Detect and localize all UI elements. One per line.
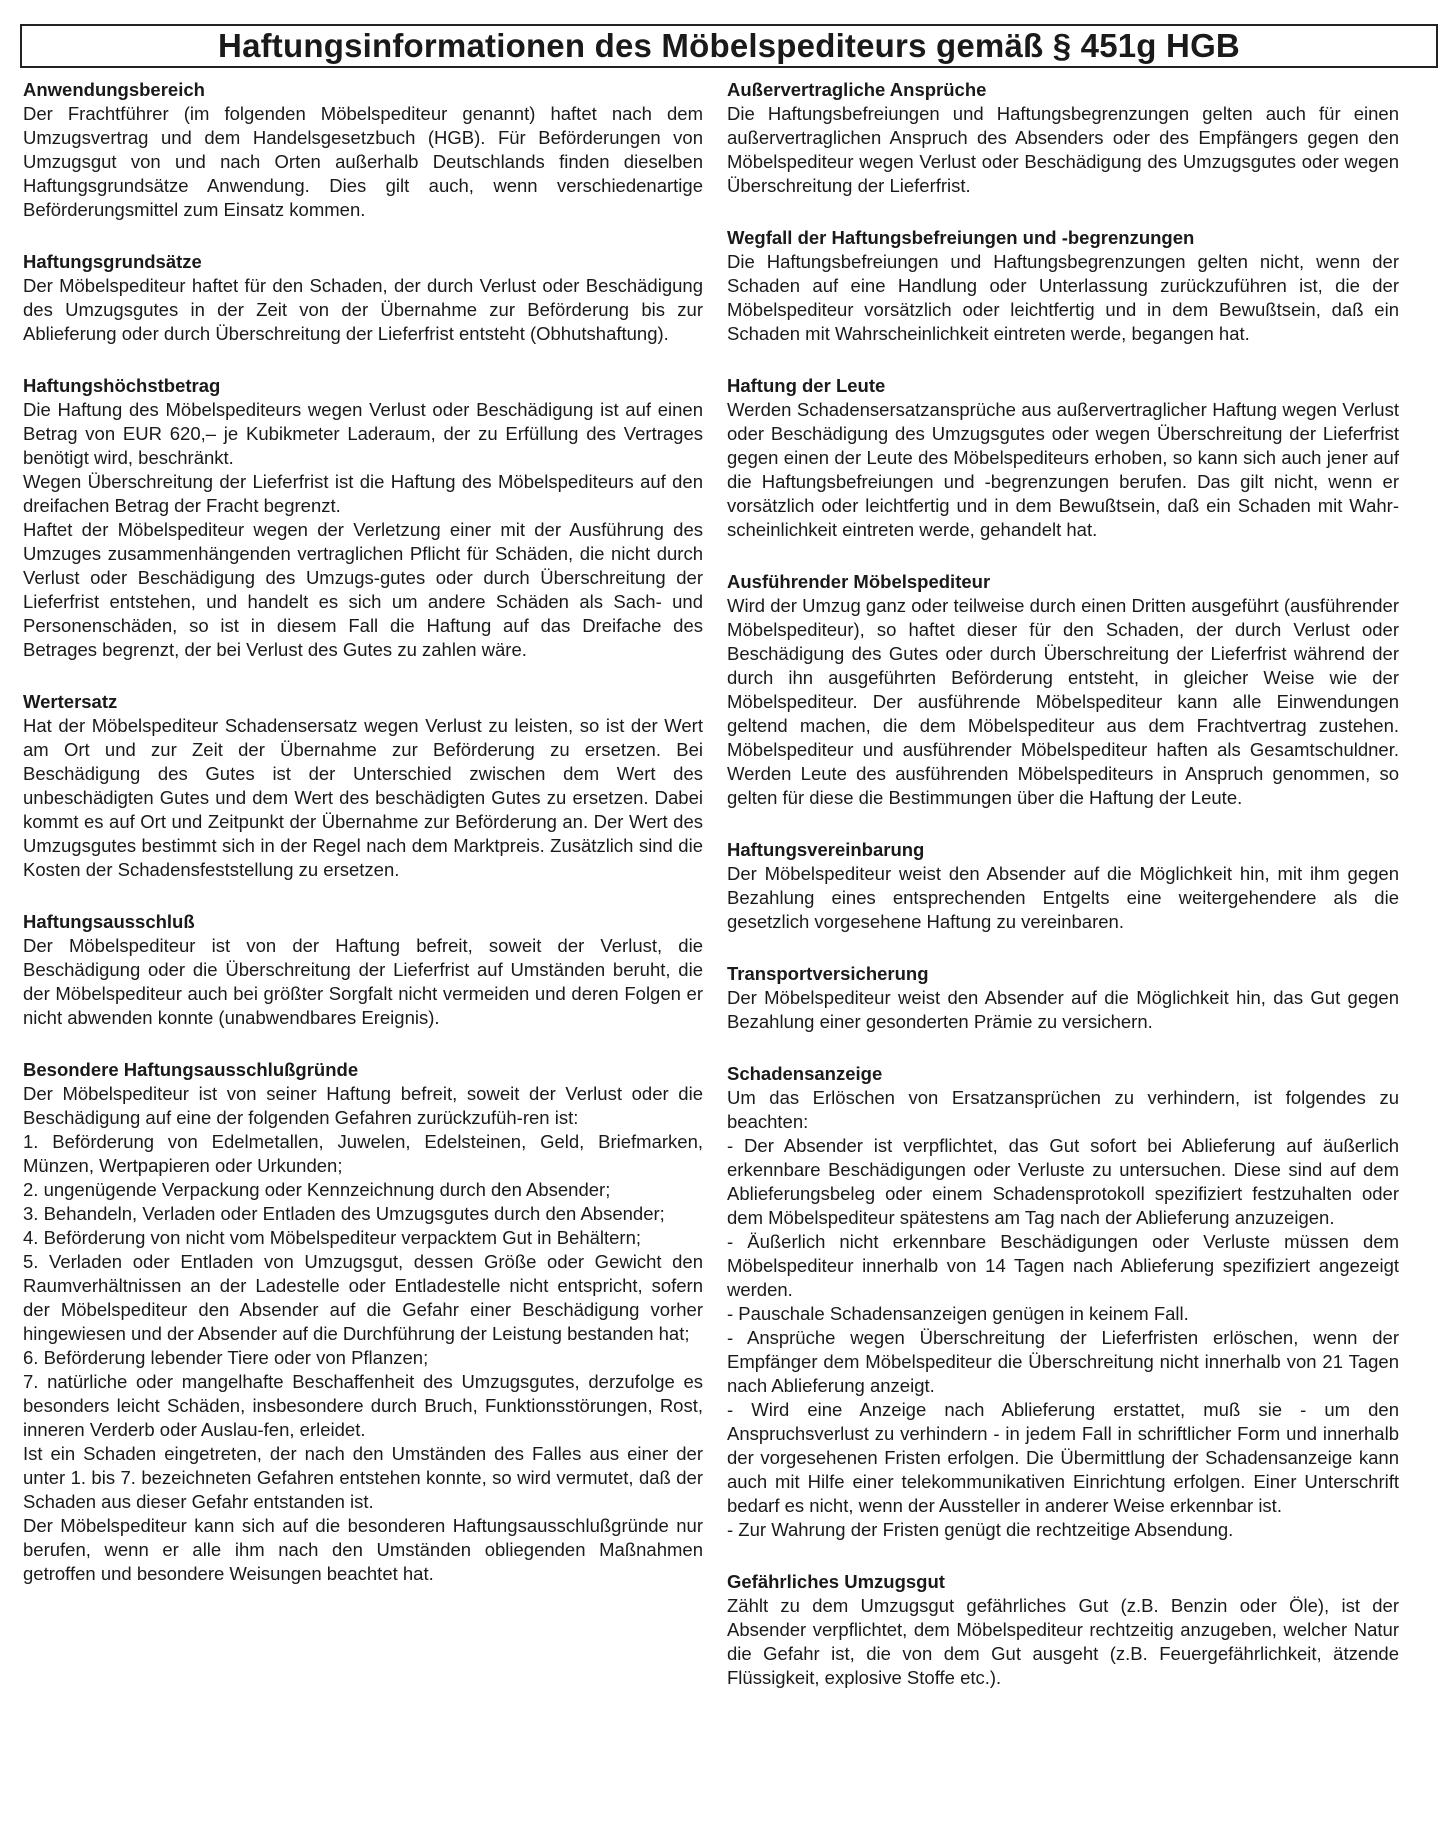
- section-ausfuehrender-moebelspediteur: [727, 570, 1399, 810]
- section-paragraph: - Zur Wahrung der Fristen genügt die rechtzeitige Absendung.: [727, 1519, 1234, 1540]
- section-paragraph: Die Haftung des Möbelspediteurs wegen Verlust oder Beschädigung ist auf einen Betrag von EUR 620,– je Kubikmeter Laderaum, der zu Erfüllung des Vertrages benötigt wird, beschränkt.: [23, 399, 703, 468]
- section-heading: Außervertragliche Ansprüche: [727, 79, 987, 100]
- section-heading: Wegfall der Haftungsbefreiungen und -begrenzungen: [727, 227, 1195, 248]
- section-paragraph: Zählt zu dem Umzugsgut gefährliches Gut (z.B. Benzin oder Öle), ist der Absender verpflichtet, dem Möbelspediteur rechtzeitig anzugeben, welcher Natur die Gefahr ist, die von dem Gut ausgeht (z.B. Feuergefährlichkeit, ätzende Flüssigkeit, explosive Stoffe etc.).: [727, 1595, 1399, 1688]
- section-anwendungsbereich: [23, 78, 703, 222]
- section-paragraph: Der Möbelspediteur ist von seiner Haftung befreit, soweit der Verlust oder die Beschädigung auf eine der folgenden Gefahren zurückzufüh-ren ist:: [23, 1083, 703, 1128]
- section-heading: Ausführender Möbelspediteur: [727, 571, 991, 592]
- section-paragraph: Der Möbelspediteur weist den Absender auf die Möglichkeit hin, das Gut gegen Bezahlung einer gesonderten Prämie zu versichern.: [727, 987, 1399, 1032]
- section-paragraph: Der Möbelspediteur haftet für den Schaden, der durch Verlust oder Beschädigung des Umzugsgutes in der Zeit von der Übernahme zur Beförderung bis zur Ablieferung oder durch Überschreitung der Lieferfrist entsteht (Obhutshaftung).: [23, 275, 703, 344]
- section-paragraph: - Wird eine Anzeige nach Ablieferung erstattet, muß sie - um den Anspruchsverlust zu verhindern - in jedem Fall in schriftlicher Form und innerhalb der vorgesehenen Fristen erfolgen. Die Übermittlung der Schadensanzeige kann auch mit Hilfe einer telekommunikativen Einrichtung erfolgen. Einer Unterschrift bedarf es nicht, wenn der Aussteller in anderer Weise erkennbar ist.: [727, 1399, 1399, 1516]
- section-heading: Anwendungsbereich: [23, 79, 205, 100]
- section-ausservertragliche-ansprueche: [727, 78, 1399, 198]
- section-heading: Haftungsausschluß: [23, 911, 195, 932]
- section-paragraph: 6. Beförderung lebender Tiere oder von Pflanzen;: [23, 1347, 429, 1368]
- section-paragraph: Werden Schadensersatzansprüche aus außervertraglicher Haftung wegen Verlust oder Beschädigung des Umzugsgutes oder wegen Überschreitung der Lieferfrist gegen einen der Leute des Möbelspediteurs erhoben, so kann sich auch jener auf die Haftungsbefreiungen und -begrenzungen berufen. Das gilt nicht, wenn er vorsätzlich oder leichtfertig und in dem Bewußtsein, daß ein Schaden mit Wahr-scheinlichkeit eintreten werde, gehandelt hat.: [727, 399, 1399, 540]
- section-besondere-haftungsausschlussgruende: [23, 1058, 703, 1586]
- section-paragraph: Um das Erlöschen von Ersatzansprüchen zu verhindern, ist folgendes zu beachten:: [727, 1087, 1399, 1132]
- section-haftung-der-leute: [727, 374, 1399, 542]
- section-haftungsvereinbarung: [727, 838, 1399, 934]
- section-paragraph: 2. ungenügende Verpackung oder Kennzeichnung durch den Absender;: [23, 1179, 611, 1200]
- section-paragraph: 7. natürliche oder mangelhafte Beschaffenheit des Umzugsgutes, derzufolge es besonders leicht Schäden, insbesondere durch Bruch, Funktionsstörungen, Rost, inneren Verderb oder Auslau-fen, erleidet.: [23, 1371, 703, 1440]
- section-gefaehrliches-umzugsgut: [727, 1570, 1399, 1690]
- section-heading: Besondere Haftungsausschlußgründe: [23, 1059, 359, 1080]
- section-paragraph: Haftet der Möbelspediteur wegen der Verletzung einer mit der Ausführung des Umzuges zusammenhängenden vertraglichen Pflicht für Schäden, die nicht durch Verlust oder Beschädigung des Umzugs-gutes oder durch Überschreitung der Lieferfrist entstehen, und handelt es sich um andere Schäden als Sach- und Personenschäden, so ist in diesem Fall die Haftung auf das Dreifache des Betrages begrenzt, der bei Verlust des Gutes zu zahlen wäre.: [23, 519, 703, 660]
- section-paragraph: Die Haftungsbefreiungen und Haftungsbegrenzungen gelten nicht, wenn der Schaden auf eine Handlung oder Unterlassung zurückzuführen ist, die der Möbelspediteur vorsätzlich oder leichtfertig und in dem Bewußtsein, daß ein Schaden mit Wahrscheinlichkeit eintreten werde, begangen hat.: [727, 251, 1399, 344]
- section-paragraph: - Pauschale Schadensanzeigen genügen in keinem Fall.: [727, 1303, 1189, 1324]
- section-heading: Haftungshöchstbetrag: [23, 375, 221, 396]
- section-paragraph: 3. Behandeln, Verladen oder Entladen des Umzugsgutes durch den Absender;: [23, 1203, 665, 1224]
- section-paragraph: - Ansprüche wegen Überschreitung der Lieferfristen erlöschen, wenn der Empfänger dem Möbelspediteur die Überschreitung nicht innerhalb von 21 Tagen nach Ablieferung anzeigt.: [727, 1327, 1399, 1396]
- section-paragraph: 5. Verladen oder Entladen von Umzugsgut, dessen Größe oder Gewicht den Raumverhältnissen an der Ladestelle oder Entladestelle nicht entspricht, sofern der Möbelspediteur den Absender auf die Gefahr einer Beschädigung vorher hingewiesen und der Absender auf die Durchführung der Leistung bestanden hat;: [23, 1251, 703, 1344]
- section-wertersatz: [23, 690, 703, 882]
- page-title: Haftungsinformationen des Möbelspediteurs gemäß § 451g HGB: [218, 27, 1240, 64]
- section-paragraph: Der Frachtführer (im folgenden Möbelspediteur genannt) haftet nach dem Umzugsvertrag und dem Handelsgesetzbuch (HGB). Für Beförderungen von Umzugsgut von und nach Orten außerhalb Deutschlands finden dieselben Haftungsgrundsätze Anwendung. Dies gilt auch, wenn verschiedenartige Beförderungsmittel zum Einsatz kommen.: [23, 103, 703, 220]
- section-paragraph: - Äußerlich nicht erkennbare Beschädigungen oder Verluste müssen dem Möbelspediteur innerhalb von 14 Tagen nach Ablieferung spezifiziert angezeigt werden.: [727, 1231, 1399, 1300]
- section-paragraph: Ist ein Schaden eingetreten, der nach den Umständen des Falles aus einer der unter 1. bis 7. bezeichneten Gefahren entstehen konnte, so wird vermutet, daß der Schaden aus dieser Gefahr entstanden ist.: [23, 1443, 703, 1512]
- section-heading: Transportversicherung: [727, 963, 929, 984]
- section-haftungsgrundsaetze: [23, 250, 703, 346]
- section-haftungshoechstbetrag: [23, 374, 703, 662]
- section-heading: Haftung der Leute: [727, 375, 886, 396]
- section-paragraph: 1. Beförderung von Edelmetallen, Juwelen, Edelsteinen, Geld, Briefmarken, Münzen, Wertpapieren oder Urkunden;: [23, 1131, 703, 1176]
- section-heading: Wertersatz: [23, 691, 118, 712]
- section-paragraph: Die Haftungsbefreiungen und Haftungsbegrenzungen gelten auch für einen außervertraglichen Anspruch des Absenders oder des Empfängers gegen den Möbelspediteur wegen Verlust oder Beschädigung des Umzugsgutes oder wegen Überschreitung der Lieferfrist.: [727, 103, 1399, 196]
- section-paragraph: Hat der Möbelspediteur Schadensersatz wegen Verlust zu leisten, so ist der Wert am Ort und zur Zeit der Übernahme zur Beförderung zu ersetzen. Bei Beschädigung des Gutes ist der Unterschied zwischen dem Wert des unbeschädigten Gutes und dem Wert des beschädigten Gutes zu ersetzen. Dabei kommt es auf Ort und Zeitpunkt der Übernahme zur Beförderung an. Der Wert des Umzugsgutes bestimmt sich in der Regel nach dem Marktpreis. Zusätzlich sind die Kosten der Schadensfeststellung zu ersetzen.: [23, 715, 703, 880]
- section-paragraph: Wird der Umzug ganz oder teilweise durch einen Dritten ausgeführt (ausführender Möbelspediteur), so haftet dieser für den Schaden, der durch Verlust oder Beschädigung des Gutes oder durch Überschreitung der Lieferfrist während der durch ihn ausgeführten Beförderung entsteht, in gleicher Weise wie der Möbelspediteur. Der ausführende Möbelspediteur kann alle Einwendungen geltend machen, die dem Möbelspediteur aus dem Frachtvertrag zustehen. Möbelspediteur und ausführender Möbelspediteur haften als Gesamtschuldner. Werden Leute des ausführenden Möbelspediteurs in Anspruch genommen, so gelten für diese die Bestimmungen über die Haftung der Leute.: [727, 595, 1399, 808]
- section-paragraph: Wegen Überschreitung der Lieferfrist ist die Haftung des Möbelspediteurs auf den dreifachen Betrag der Fracht begrenzt.: [23, 471, 703, 516]
- section-heading: Haftungsvereinbarung: [727, 839, 925, 860]
- section-paragraph: Der Möbelspediteur ist von der Haftung befreit, soweit der Verlust, die Beschädigung oder die Überschreitung der Lieferfrist auf Umständen beruht, die der Möbelspediteur auch bei größter Sorgfalt nicht vermeiden und deren Folgen er nicht abwenden konnte (unabwendbares Ereignis).: [23, 935, 703, 1028]
- left-column: [23, 78, 703, 1586]
- section-heading: Gefährliches Umzugsgut: [727, 1571, 945, 1592]
- right-column: [727, 78, 1399, 1690]
- section-transportversicherung: [727, 962, 1399, 1034]
- section-heading: Haftungsgrundsätze: [23, 251, 202, 272]
- section-paragraph: Der Möbelspediteur kann sich auf die besonderen Haftungsausschlußgründe nur berufen, wenn er alle ihm nach den Umständen obliegenden Maßnahmen getroffen und besondere Weisungen beachtet hat.: [23, 1515, 703, 1584]
- section-wegfall-der-haftungsbefreiungen-und-begrenzungen: [727, 226, 1399, 346]
- section-paragraph: Der Möbelspediteur weist den Absender auf die Möglichkeit hin, mit ihm gegen Bezahlung eines entsprechenden Entgelts eine weitergehendere als die gesetzlich vorgesehene Haftung zu vereinbaren.: [727, 863, 1399, 932]
- title-box: [20, 24, 1438, 68]
- section-heading: Schadensanzeige: [727, 1063, 883, 1084]
- section-paragraph: - Der Absender ist verpflichtet, das Gut sofort bei Ablieferung auf äußerlich erkennbare Beschädigungen oder Verluste zu untersuchen. Diese sind auf dem Ablieferungsbeleg oder einem Schadensprotokoll spezifiziert festzuhalten oder dem Möbelspediteur spätestens am Tag nach der Ablieferung anzuzeigen.: [727, 1135, 1399, 1228]
- section-haftungsausschluss: [23, 910, 703, 1030]
- section-schadensanzeige: [727, 1062, 1399, 1542]
- section-paragraph: 4. Beförderung von nicht vom Möbelspediteur verpacktem Gut in Behältern;: [23, 1227, 642, 1248]
